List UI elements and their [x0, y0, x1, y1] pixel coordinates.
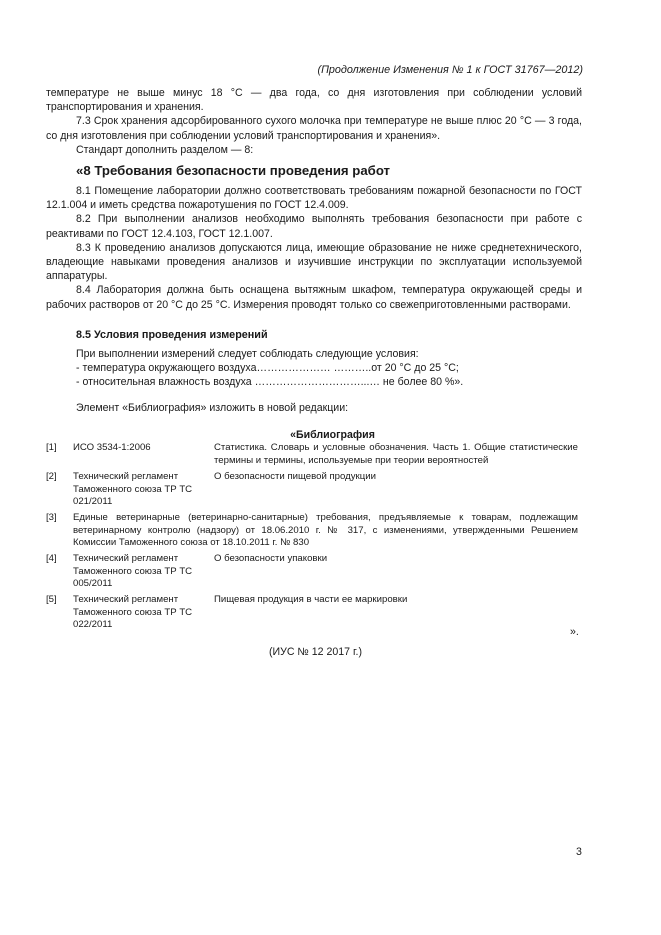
page-number: 3 — [576, 846, 582, 858]
paragraph-8-4: 8.4 Лаборатория должна быть оснащена вытяжным шкафом, температура окружающей среды и рабочих растворов от 20 °С до 25 °С. Измерения проводят только со свежеприготовленными растворами. — [46, 284, 582, 311]
biblio-number: [2] — [46, 471, 57, 482]
paragraph-storage-temp: температуре не выше минус 18 °С — два года, со дня изготовления при соблюдении условий транспортирования и хранения. — [46, 87, 582, 114]
biblio-intro: Элемент «Библиография» изложить в новой редакции: — [76, 402, 349, 414]
biblio-item-1 — [46, 442, 578, 468]
paragraph-7-3: 7.3 Срок хранения адсорбированного сухого молочка при температуре не выше плюс 20 °С — 3 года, со дня изготовления при соблюдении условий транспортирования и хранения». — [46, 115, 582, 142]
condition-humidity: - относительная влажность воздуха …………………………...… не более 80 %». — [76, 376, 464, 389]
biblio-item-title: О безопасности упаковки — [214, 553, 328, 564]
biblio-number: [4] — [46, 553, 57, 564]
biblio-source: Единые ветеринарные (ветеринарно-санитарные) требования, предъявляемые к товарам, подлежащим ветеринарному контролю (надзору) от 18.06.2010 г. № 317, с изменениями, утвержденными Решением Комиссии Таможенного союза от 18.10.2011 г. № 830 — [73, 512, 578, 549]
biblio-source: Технический регламент Таможенного союза ТР ТС 021/2011 — [73, 471, 193, 508]
paragraph-8-1: 8.1 Помещение лаборатории должно соответствовать требованиям пожарной безопасности по ГОСТ 12.1.004 и иметь средства пожаротушения по ГОСТ 12.4.009. — [46, 185, 582, 212]
section-8-5-title: 8.5 Условия проведения измерений — [76, 329, 268, 341]
biblio-item-title: Статистика. Словарь и условные обозначения. Часть 1. Общие статистические термины и термины, используемые при теории вероятностей — [214, 442, 578, 466]
biblio-item-4 — [46, 553, 578, 593]
closing-quote: ». — [570, 626, 579, 638]
page-header: (Продолжение Изменения № 1 к ГОСТ 31767—2012) — [317, 64, 583, 76]
biblio-item-title: Пищевая продукция в части ее маркировки — [214, 594, 408, 605]
bibliography-title: «Библиография — [290, 429, 375, 441]
ius-reference: (ИУС № 12 2017 г.) — [268, 646, 363, 658]
biblio-number: [1] — [46, 442, 57, 453]
continuation-text — [46, 86, 582, 157]
biblio-number: [3] — [46, 512, 57, 523]
biblio-item-title: О безопасности пищевой продукции — [214, 471, 376, 482]
section-8-title: «8 Требования безопасности проведения работ — [76, 163, 391, 178]
paragraph-add-section: Стандарт дополнить разделом — 8: — [76, 143, 254, 156]
biblio-item-5 — [46, 594, 578, 634]
biblio-source: ИСО 3534-1:2006 — [73, 442, 151, 453]
biblio-number: [5] — [46, 594, 57, 605]
biblio-item-2 — [46, 471, 578, 511]
conditions-intro: При выполнении измерений следует соблюдать следующие условия: — [76, 348, 419, 360]
section-8-body — [46, 184, 582, 312]
paragraph-8-3: 8.3 К проведению анализов допускаются лица, имеющие образование не ниже среднетехнического, владеющие навыками проведения анализов и изучившие инструкции по эксплуатации используемой аппаратуры. — [46, 241, 582, 283]
biblio-source: Технический регламент Таможенного союза ТР ТС 022/2011 — [73, 594, 193, 631]
biblio-item-3 — [46, 512, 578, 552]
paragraph-8-2: 8.2 При выполнении анализов необходимо выполнять требования безопасности при работе с реактивами по ГОСТ 12.4.103, ГОСТ 12.1.007. — [46, 213, 582, 240]
condition-temperature: - температура окружающего воздуха………………… ………..от 20 °С до 25 °С; — [76, 362, 459, 375]
measurement-conditions — [76, 347, 576, 390]
biblio-source: Технический регламент Таможенного союза ТР ТС 005/2011 — [73, 553, 193, 590]
